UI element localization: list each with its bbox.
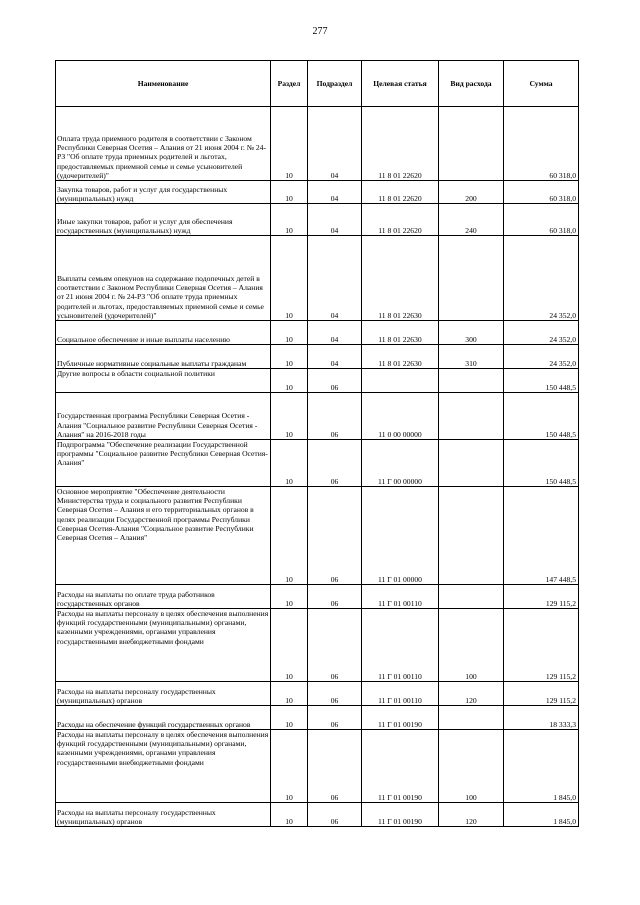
header-subsection: Подраздел <box>308 61 362 107</box>
row-subsection: 06 <box>308 440 362 487</box>
row-subsection: 06 <box>308 682 362 706</box>
row-amount: 60 318,0 <box>504 107 579 181</box>
row-article: 11 8 01 22630 <box>362 236 439 321</box>
row-amount: 24 352,0 <box>504 321 579 345</box>
row-name: Закупка товаров, работ и услуг для государственных (муниципальных) нужд <box>56 181 271 204</box>
row-section: 10 <box>271 345 308 369</box>
row-type: 120 <box>439 682 504 706</box>
row-article: 11 Г 01 00110 <box>362 585 439 609</box>
row-amount: 24 352,0 <box>504 345 579 369</box>
row-section: 10 <box>271 803 308 827</box>
table-row <box>56 236 579 321</box>
row-section: 10 <box>271 107 308 181</box>
table-row <box>56 706 579 730</box>
row-amount: 129 115,2 <box>504 609 579 682</box>
row-amount: 1 845,0 <box>504 730 579 803</box>
row-amount: 150 448,5 <box>504 369 579 393</box>
row-article: 11 Г 01 00000 <box>362 487 439 585</box>
row-article: 11 Г 01 00190 <box>362 730 439 803</box>
table-row <box>56 369 579 393</box>
row-section: 10 <box>271 369 308 393</box>
row-amount: 24 352,0 <box>504 236 579 321</box>
header-expense-type: Вид расхода <box>439 61 504 107</box>
row-type <box>439 369 504 393</box>
row-name: Социальное обеспечение и иные выплаты населению <box>56 321 271 345</box>
row-subsection: 04 <box>308 236 362 321</box>
row-amount: 129 115,2 <box>504 585 579 609</box>
row-amount: 1 845,0 <box>504 803 579 827</box>
row-name: Иные закупки товаров, работ и услуг для обеспечения государственных (муниципальных) нужд <box>56 204 271 236</box>
row-name: Основное мероприятие "Обеспечение деятельности Министерства труда и социального развития Республики Северная Осетия – Алания и его территориальных органов в целях реализации Государственной программы Республики Северная Осетия-Алания "Социальное развитие Республики Северная Осетия – Алания" <box>56 487 271 585</box>
header-section: Раздел <box>271 61 308 107</box>
row-type <box>439 107 504 181</box>
row-name: Государственная программа Республики Северная Осетия - Алания "Социальное развитие Республики Северная Осетия - Алания" на 2016-2018 годы <box>56 393 271 440</box>
row-article: 11 Г 00 00000 <box>362 440 439 487</box>
table-row <box>56 730 579 803</box>
row-subsection: 06 <box>308 393 362 440</box>
row-name: Расходы на выплаты по оплате труда работников государственных органов <box>56 585 271 609</box>
row-name: Расходы на обеспечение функций государственных органов <box>56 706 271 730</box>
row-amount: 60 318,0 <box>504 204 579 236</box>
row-name: Другие вопросы в области социальной политики <box>56 369 271 393</box>
page-number: 277 <box>312 26 328 37</box>
row-section: 10 <box>271 609 308 682</box>
table-row <box>56 682 579 706</box>
row-amount: 60 318,0 <box>504 181 579 204</box>
row-section: 10 <box>271 321 308 345</box>
row-article: 11 Г 01 00190 <box>362 803 439 827</box>
row-section: 10 <box>271 393 308 440</box>
row-type <box>439 487 504 585</box>
row-article: 11 8 01 22620 <box>362 181 439 204</box>
row-subsection: 06 <box>308 730 362 803</box>
row-name: Расходы на выплаты персоналу в целях обеспечения выполнения функций государственными (муниципальными) органами, казенными учреждениями, органами управления государственными внебюджетными фондами <box>56 730 271 803</box>
row-name: Расходы на выплаты персоналу государственных (муниципальных) органов <box>56 682 271 706</box>
table-header-row <box>56 61 579 107</box>
row-amount: 18 333,3 <box>504 706 579 730</box>
row-type <box>439 706 504 730</box>
row-article: 11 8 01 22630 <box>362 321 439 345</box>
row-type: 120 <box>439 803 504 827</box>
row-name: Публичные нормативные социальные выплаты гражданам <box>56 345 271 369</box>
row-section: 10 <box>271 181 308 204</box>
row-subsection: 06 <box>308 803 362 827</box>
row-article: 11 Г 01 00190 <box>362 706 439 730</box>
row-type: 100 <box>439 609 504 682</box>
row-article: 11 0 00 00000 <box>362 393 439 440</box>
header-amount: Сумма <box>504 61 579 107</box>
row-subsection: 04 <box>308 321 362 345</box>
row-article: 11 8 01 22630 <box>362 345 439 369</box>
row-type <box>439 585 504 609</box>
row-section: 10 <box>271 440 308 487</box>
row-subsection: 06 <box>308 369 362 393</box>
row-type: 310 <box>439 345 504 369</box>
row-type <box>439 236 504 321</box>
row-name: Расходы на выплаты персоналу государственных (муниципальных) органов <box>56 803 271 827</box>
row-type: 200 <box>439 181 504 204</box>
row-type: 240 <box>439 204 504 236</box>
row-type: 300 <box>439 321 504 345</box>
row-amount: 150 448,5 <box>504 440 579 487</box>
table-row <box>56 345 579 369</box>
row-amount: 129 115,2 <box>504 682 579 706</box>
row-name: Подпрограмма "Обеспечение реализации Государственной программы "Социальное развитие Республики Северная Осетия-Алания" <box>56 440 271 487</box>
table-row <box>56 204 579 236</box>
row-subsection: 04 <box>308 181 362 204</box>
row-article <box>362 369 439 393</box>
row-article: 11 8 01 22620 <box>362 107 439 181</box>
row-article: 11 Г 01 00110 <box>362 609 439 682</box>
row-name: Выплаты семьям опекунов на содержание подопечных детей в соответствии с Законом Республики Северная Осетия – Алания от 21 июня 2004 г. № 24-РЗ "Об оплате труда приемных родителей и льготах, предоставляемых приемной семье и семье усыновителей (удочерителей)" <box>56 236 271 321</box>
table-row <box>56 181 579 204</box>
row-type <box>439 393 504 440</box>
table-row <box>56 609 579 682</box>
row-article: 11 8 01 22620 <box>362 204 439 236</box>
row-type: 100 <box>439 730 504 803</box>
row-type <box>439 440 504 487</box>
table-row <box>56 321 579 345</box>
row-section: 10 <box>271 585 308 609</box>
row-section: 10 <box>271 706 308 730</box>
header-target-article: Целевая статья <box>362 61 439 107</box>
row-section: 10 <box>271 204 308 236</box>
row-subsection: 04 <box>308 107 362 181</box>
row-article: 11 Г 01 00110 <box>362 682 439 706</box>
row-section: 10 <box>271 682 308 706</box>
table-row <box>56 393 579 440</box>
row-amount: 147 448,5 <box>504 487 579 585</box>
row-subsection: 06 <box>308 706 362 730</box>
table-row <box>56 440 579 487</box>
row-subsection: 04 <box>308 345 362 369</box>
row-section: 10 <box>271 487 308 585</box>
row-subsection: 04 <box>308 204 362 236</box>
row-name: Расходы на выплаты персоналу в целях обеспечения выполнения функций государственными (муниципальными) органами, казенными учреждениями, органами управления государственными внебюджетными фондами <box>56 609 271 682</box>
budget-table <box>55 60 579 827</box>
row-section: 10 <box>271 236 308 321</box>
row-subsection: 06 <box>308 585 362 609</box>
row-subsection: 06 <box>308 487 362 585</box>
row-name: Оплата труда приемного родителя в соответствии с Законом Республики Северная Осетия – Алания от 21 июня 2004 г. № 24-РЗ "Об оплате труда приемных родителей и льготах, предоставляемых приемной семье и семье усыновителей (удочерителей)" <box>56 107 271 181</box>
table-row <box>56 803 579 827</box>
row-section: 10 <box>271 730 308 803</box>
table-row <box>56 487 579 585</box>
row-amount: 150 448,5 <box>504 393 579 440</box>
header-name: Наименование <box>56 61 271 107</box>
row-subsection: 06 <box>308 609 362 682</box>
table-row <box>56 107 579 181</box>
table-row <box>56 585 579 609</box>
